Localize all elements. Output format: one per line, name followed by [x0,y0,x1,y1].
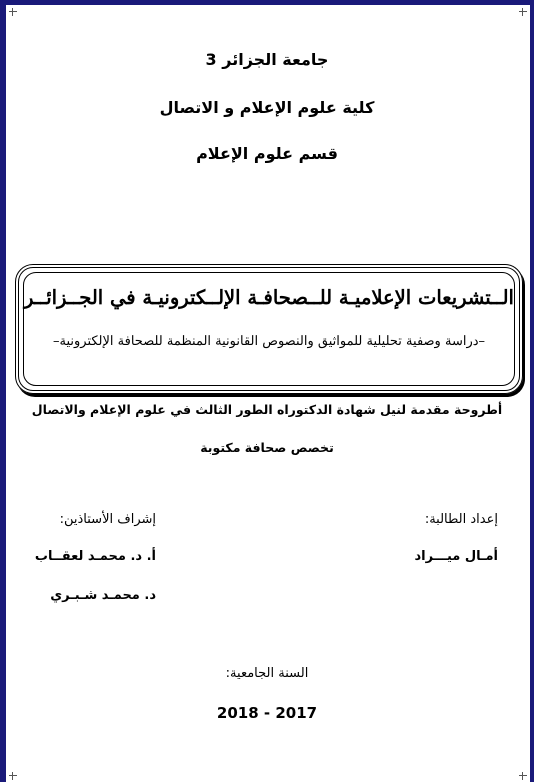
supervisor-name: د. محمـد شـبـري [50,588,156,603]
crop-mark-top-right [519,8,527,16]
supervision-label: إشراف الأستاذين: [59,512,156,527]
crop-mark-top-left [9,8,17,16]
prepared-by-label: إعداد الطالبة: [424,512,498,527]
supervisor-name: أ. د. محمـد لعقــاب [34,549,156,564]
thesis-description: أطروحة مقدمة لنيل شهادة الدكتوراه الطور الثالث في علوم الإعلام والاتصال [31,402,503,417]
thesis-title: الــتشريعات الإعلاميـة للــصحافـة الإلــكترونيـة في الجــزائــر [24,286,514,309]
specialty: تخصص صحافة مكتوبة [200,440,334,455]
faculty-name: كلية علوم الإعلام و الاتصال [159,98,375,117]
academic-year-value: 2018 - 2017 [216,704,318,722]
university-name: جامعة الجزائر 3 [205,50,329,69]
title-frame [15,264,523,394]
department-name: قسم علوم الإعلام [196,144,338,163]
academic-year-label: السنة الجامعية: [225,666,309,681]
thesis-subtitle: –دراسة وصفية تحليلية للمواثيق والنصوص القانونية المنظمة للصحافة الإلكترونية– [52,334,486,349]
crop-mark-bottom-left [9,772,17,780]
crop-mark-bottom-right [519,772,527,780]
student-name: أمـال ميـــراد [414,549,498,564]
